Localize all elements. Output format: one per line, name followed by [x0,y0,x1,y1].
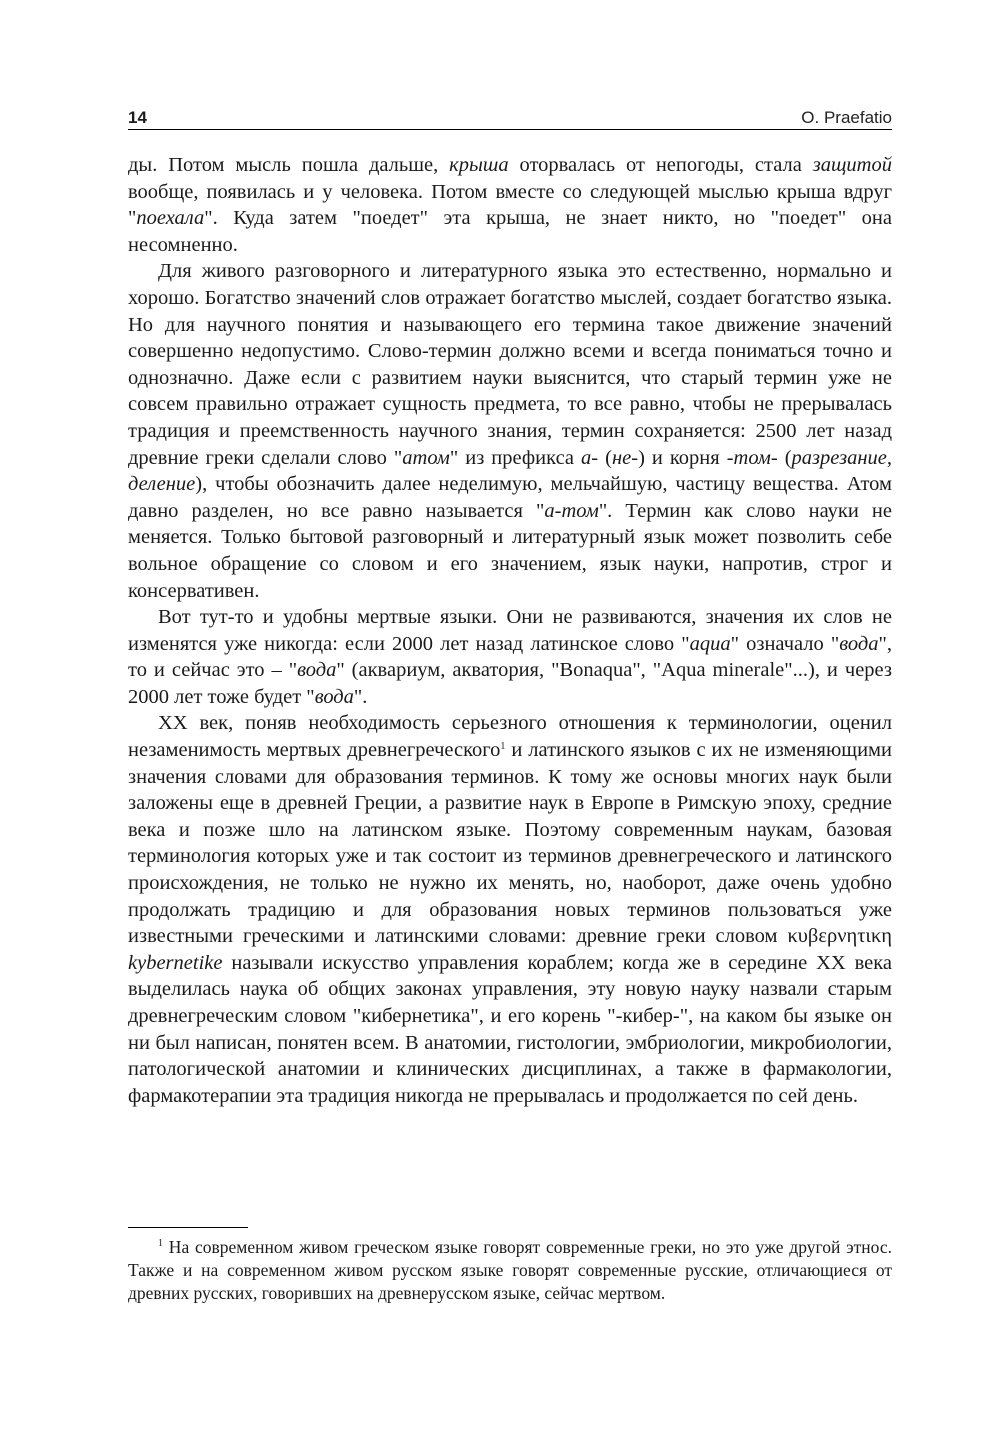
text-run: " означало " [730,632,840,655]
italic-run: атом [402,446,450,469]
italic-run: а- [581,446,599,469]
text-run: ". [353,685,368,708]
footnote-separator [128,1227,248,1228]
text-run: вообще, появилась и у человека. Потом вместе со следующей мыслью крыша вдруг " [128,180,892,230]
footnote-text: На современном живом греческом языке говорят современные греки, но это уже другой этнос. Также и на современном живом русском языке говорят современные русские, отличающиеся от древних русских, говоривших на древнерусском языке, сейчас мертвом. [128,1237,892,1303]
text-run: XX век, поняв необходимость серьезного отношения к терминологии, оценил незаменимость мертвых древнегреческого [128,712,892,762]
body-text [128,152,892,1109]
text-run: ", то и сейчас это – " [128,632,892,682]
italic-run: kybernetike [128,951,223,974]
text-run: и латинского языков с их не изменяющими значения словами для образования терминов. К тому же основы многих наук были заложены еще в древней Греции, а развитие наук в Европе в Римскую эпоху, средние века и позже шло на латинском языке. Поэтому современным наукам, базовая терминология которых уже и так состоит из терминов древнегреческого и латинского происхождения, не только не нужно их менять, но, наоборот, даже очень удобно продолжать традицию и для образования новых терминов пользоваться уже известными греческими и латинскими словами: древние греки словом κυβερνητικη [128,739,892,948]
text-run: называли искусство управления кораблем; когда же в середине XX века выделилась наука об общих законах управления, эту новую науку назвали старым древнегреческим словом "кибернетика", и его корень "-кибер-", на каком бы языке он ни был написан, понятен всем. В анатомии, гистологии, эмбриологии, микробиологии, патологической анатомии и клинических дисциплинах, а также в фармакологии, фармакотерапии эта традиция никогда не прерывалась и продолжается по сей день. [128,951,892,1107]
paragraph-4 [128,710,892,1109]
italic-run: aqua [689,632,731,655]
footnote-1 [128,1236,892,1305]
text-run: ды. Потом мысль пошла дальше, [128,154,450,176]
italic-run: а-том [544,499,599,522]
italic-run: вода [297,659,337,682]
text-run: ( [598,446,612,469]
italic-run: вода [839,632,879,655]
footnote-ref[interactable]: 1 [500,741,506,753]
italic-run: крыша [449,154,509,176]
running-title: O. Praefatio [801,108,892,127]
italic-run: -том- [726,446,778,469]
text-run: Для живого разговорного и литературного языка это естественно, нормально и хорошо. Богатство значений слов отражает богатство мыслей, создает богатство языка. Но для научного понятия и называющего его термина такое движение значений совершенно недопустимо. Слово-термин должно всеми и всегда пониматься точно и однозначно. Даже если с развитием науки выяснится, что старый термин уже не совсем правильно отражает сущность предмета, то все равно, чтобы не прерывалась традиция и преемственность научного знания, термин сохраняется: 2500 лет назад древние греки сделали слово " [128,260,892,469]
text-run: ( [777,446,792,469]
text-run: ". Куда затем "поедет" эта крыша, не знает никто, но "поедет" она несомненно. [128,207,892,256]
page-number: 14 [128,108,147,127]
text-run: " из префикса [449,446,582,469]
italic-run: не- [611,446,639,469]
page-header [128,104,892,130]
italic-run: поехала [136,207,205,230]
text-run: ), чтобы обозначить далее неделимую, мельчайшую, частицу вещества. Атом давно разделен, но все равно называется " [128,473,892,522]
paragraph-3 [128,604,892,710]
text-run: ) и корня [638,446,727,469]
footnote-marker: 1 [158,1238,163,1249]
paragraph-1 [128,152,892,258]
text-run: ". Термин как слово науки не меняется. Только бытовой разговорный и литературный язык может позволить себе вольное обращение со словом и его значением, язык науки, напротив, строг и консервативен. [128,499,893,602]
italic-run: вода [314,685,354,708]
text-run: оторвалась от непогоды, стала [508,154,813,176]
text-run: Вот тут-то и удобны мертвые языки. Они не развиваются, значения их слов не изменятся уже никогда: если 2000 лет назад латинское слово " [128,606,892,655]
footnote [128,1236,892,1305]
paragraph-2 [128,258,892,604]
header-rule [128,129,892,130]
text-run: " (аквариум, акватория, "Bonaqua", "Aqua minerale"...), и через 2000 лет тоже будет " [128,659,892,708]
italic-run: защитой [812,154,892,176]
italic-run: разрезание, деление [128,446,892,496]
